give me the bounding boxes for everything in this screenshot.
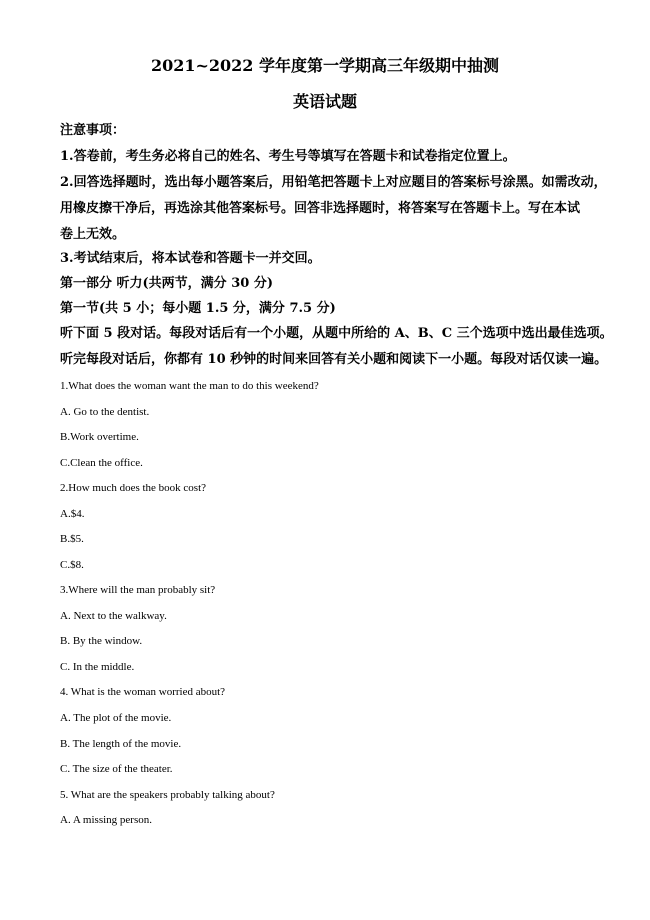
answer-option: A.$4. bbox=[60, 508, 85, 520]
instructions-line-2: 听完每段对话后，你都有 10 秒钟的时间来回答有关小题和阅读下一小题。每段对话仅读一遍。 bbox=[60, 352, 608, 367]
notes-item-1: 1.答卷前，考生务必将自己的姓名、考生号等填写在答题卡和试卷指定位置上。 bbox=[60, 149, 516, 164]
answer-option: C. In the middle. bbox=[60, 661, 135, 673]
section1-heading: 第一节(共 5 小；每小题 1.5 分，满分 7.5 分) bbox=[60, 301, 336, 316]
answer-option: A. Next to the walkway. bbox=[60, 610, 167, 622]
question-stem: 2.How much does the book cost? bbox=[60, 482, 207, 494]
exam-subtitle: 英语试题 bbox=[292, 92, 357, 111]
notes-item-2-line-3: 卷上无效。 bbox=[60, 227, 126, 242]
notes-item-2-line-2: 用橡皮擦干净后，再选涂其他答案标号。回答非选择题时，将答案写在答题卡上。写在本试 bbox=[60, 201, 581, 216]
answer-option: A. The plot of the movie. bbox=[60, 712, 172, 724]
question-stem: 5. What are the speakers probably talking about? bbox=[60, 789, 275, 801]
answer-option: A. Go to the dentist. bbox=[60, 406, 150, 418]
notes-item-2-line-1: 2.回答选择题时，选出每小题答案后，用铅笔把答题卡上对应题目的答案标号涂黑。如需改动， bbox=[60, 175, 607, 190]
answer-option: A. A missing person. bbox=[60, 814, 152, 826]
question-stem: 4. What is the woman worried about? bbox=[60, 686, 226, 698]
answer-option: B. By the window. bbox=[60, 635, 143, 647]
answer-option: C. The size of the theater. bbox=[60, 763, 173, 775]
question-stem: 1.What does the woman want the man to do this weekend? bbox=[60, 380, 319, 392]
question-stem: 3.Where will the man probably sit? bbox=[60, 584, 216, 596]
exam-title: 2021~2022 学年度第一学期高三年级期中抽测 bbox=[150, 56, 500, 75]
answer-option: B.$5. bbox=[60, 533, 84, 545]
notes-item-3: 3.考试结束后，将本试卷和答题卡一并交回。 bbox=[60, 251, 321, 266]
answer-option: B.Work overtime. bbox=[60, 431, 139, 443]
notes-heading: 注意事项： bbox=[60, 123, 126, 138]
answer-option: C.Clean the office. bbox=[60, 457, 143, 469]
answer-option: B. The length of the movie. bbox=[60, 738, 182, 750]
instructions-line-1: 听下面 5 段对话。每段对话后有一个小题，从题中所给的 A、B、C 三个选项中选出最佳选项。 bbox=[60, 326, 613, 341]
answer-option: C.$8. bbox=[60, 559, 84, 571]
part1-heading: 第一部分 听力(共两节，满分 30 分) bbox=[60, 276, 273, 291]
